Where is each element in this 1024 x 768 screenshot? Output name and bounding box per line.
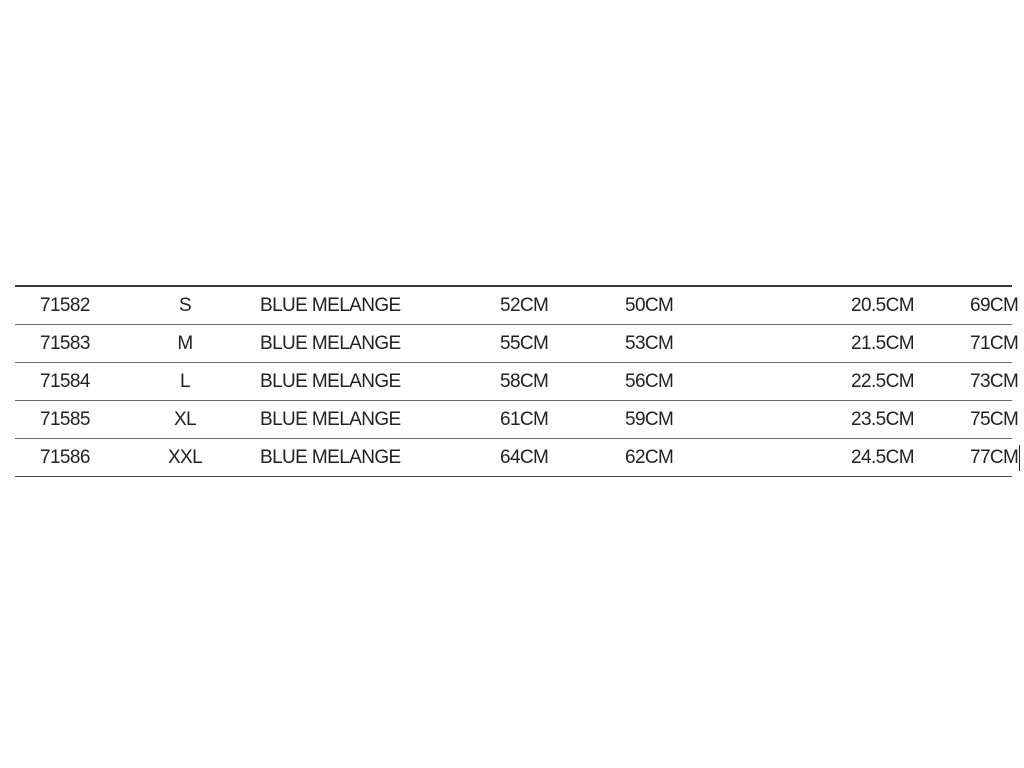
measurement-4-cell: 73CM bbox=[970, 363, 1012, 401]
product-code-cell: 71582 bbox=[15, 286, 145, 325]
table-row bbox=[15, 401, 1012, 439]
product-code-cell: 71586 bbox=[15, 439, 145, 477]
size-cell: XXL bbox=[145, 439, 225, 477]
measurement-1-cell: 52CM bbox=[500, 286, 590, 325]
product-code-cell: 71584 bbox=[15, 363, 145, 401]
measurement-4-cell: 71CM bbox=[970, 325, 1012, 363]
product-code-cell: 71585 bbox=[15, 401, 145, 439]
table-row bbox=[15, 439, 1012, 477]
measurement-3-cell: 21.5CM bbox=[795, 325, 970, 363]
measurement-1-cell: 58CM bbox=[500, 363, 590, 401]
size-cell: L bbox=[145, 363, 225, 401]
text-cursor bbox=[1019, 445, 1020, 471]
measurement-2-cell: 53CM bbox=[590, 325, 795, 363]
measurement-2-cell: 50CM bbox=[590, 286, 795, 325]
measurement-3-cell: 20.5CM bbox=[795, 286, 970, 325]
color-cell: BLUE MELANGE bbox=[225, 286, 500, 325]
measurement-3-cell: 24.5CM bbox=[795, 439, 970, 477]
size-table-body bbox=[15, 286, 1019, 477]
size-cell: M bbox=[145, 325, 225, 363]
color-cell: BLUE MELANGE bbox=[225, 439, 500, 477]
size-cell: XL bbox=[145, 401, 225, 439]
measurement-2-cell: 62CM bbox=[590, 439, 795, 477]
product-code-cell: 71583 bbox=[15, 325, 145, 363]
color-cell: BLUE MELANGE bbox=[225, 401, 500, 439]
color-cell: BLUE MELANGE bbox=[225, 363, 500, 401]
size-table bbox=[15, 285, 1019, 477]
measurement-3-cell: 23.5CM bbox=[795, 401, 970, 439]
measurement-4-value: 77CM bbox=[970, 446, 1019, 468]
measurement-1-cell: 61CM bbox=[500, 401, 590, 439]
table-row bbox=[15, 286, 1012, 325]
measurement-3-cell: 22.5CM bbox=[795, 363, 970, 401]
measurement-4-cell[interactable] bbox=[970, 439, 1019, 477]
measurement-4-cell: 69CM bbox=[970, 286, 1012, 325]
size-cell: S bbox=[145, 286, 225, 325]
measurement-2-cell: 59CM bbox=[590, 401, 795, 439]
measurement-2-cell: 56CM bbox=[590, 363, 795, 401]
table-row bbox=[15, 325, 1012, 363]
table-row bbox=[15, 363, 1012, 401]
measurement-1-cell: 55CM bbox=[500, 325, 590, 363]
color-cell: BLUE MELANGE bbox=[225, 325, 500, 363]
measurement-1-cell: 64CM bbox=[500, 439, 590, 477]
measurement-4-cell: 75CM bbox=[970, 401, 1012, 439]
